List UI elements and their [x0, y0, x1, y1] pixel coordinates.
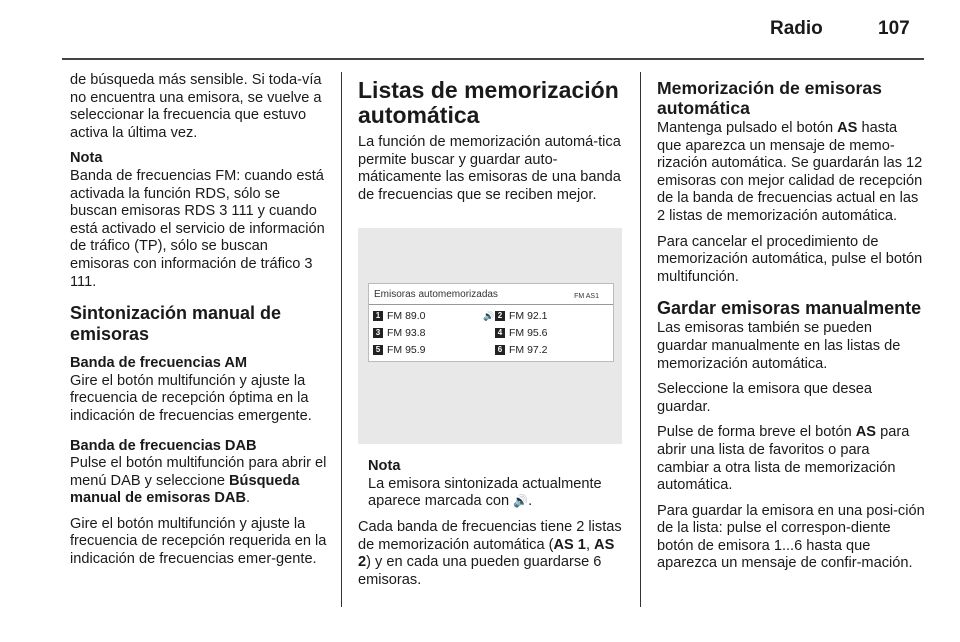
- column-3: [657, 78, 925, 581]
- note-label: Nota: [368, 458, 401, 474]
- paragraph: Gire el botón multifunción y ajuste la frecuencia de recepción requerida en la indicación de frecuencias emer-gente.: [70, 515, 327, 568]
- note-text: La emisora sintonizada actualmente aparece marcada con 🔊.: [368, 475, 602, 510]
- paragraph: de búsqueda más sensible. Si toda-vía no encuentra una emisora, se vuelve a seleccionar la frecuencia que estuvo activa la última vez.: [70, 72, 322, 141]
- radio-display-figure: [358, 228, 622, 444]
- page-ref-link[interactable]: 3 111: [70, 255, 313, 290]
- header-divider: [62, 58, 924, 60]
- subheading-dab: Banda de frecuencias DAB: [70, 437, 257, 454]
- speaker-icon: 🔊: [483, 310, 495, 321]
- preset-slot: 6 FM 97.2: [495, 343, 607, 357]
- paragraph: La función de memorización automá-tica permite buscar y guardar auto-máticamente las emisoras de una banda de frecuencias que se reciben mejor.: [358, 134, 621, 203]
- preset-slot: 4 FM 95.6: [495, 326, 607, 340]
- paragraph: Pulse el botón multifunción para abrir el menú DAB y seleccione Búsqueda manual de emisoras DAB.: [70, 455, 327, 507]
- section-heading: Sintonización manual de emisoras: [70, 303, 282, 345]
- paragraph: Gire el botón multifunción y ajuste la frecuencia de recepción óptima en la indicación de frecuencias emergente.: [70, 372, 312, 424]
- paragraph: Las emisoras también se pueden guardar manualmente en las listas de memorización automática.: [657, 320, 901, 372]
- preset-slot: 5 FM 95.9: [373, 343, 489, 357]
- speaker-icon: 🔊: [513, 494, 529, 509]
- paragraph: Para cancelar el procedimiento de memorización automática, pulse el botón multifunción.: [657, 233, 923, 285]
- paragraph: Mantenga pulsado el botón AS hasta que aparezca un mensaje de memo-rización automática. Se guardarán las 12 emisoras con mejor calidad de recepción de la banda de frecuencias actual en las 2 listas de memorización automática.: [657, 120, 923, 224]
- paragraph: Cada banda de frecuencias tiene 2 listas de memorización automática (AS 1, AS 2) y en cada una pueden guardarse 6 emisoras.: [358, 519, 622, 588]
- paragraph: Pulse de forma breve el botón AS para abrir una lista de favoritos o para cambiar a otra lista de memorización automática.: [657, 424, 910, 494]
- preset-list-screen: [368, 283, 614, 362]
- column-2: [358, 78, 626, 212]
- note-text: Banda de frecuencias FM: cuando está activada la función RDS, sólo se buscan emisoras RDS 3 111 y cuando está activado el servicio de información de tráfico (TP), sólo se buscan emisoras con información de tráfico 3 111.: [70, 167, 325, 290]
- screen-band-tag: FM AS1: [574, 293, 599, 300]
- preset-slot: 3 FM 93.8: [373, 326, 489, 340]
- preset-slot: 1 FM 89.0 🔊: [373, 309, 489, 323]
- page-number: 107: [878, 18, 910, 39]
- section-heading: Listas de memorización automática: [358, 77, 619, 128]
- screen-title: Emisoras automemorizadas: [374, 289, 498, 300]
- paragraph: Seleccione la emisora que desea guardar.: [657, 381, 872, 415]
- subheading-am: Banda de frecuencias AM: [70, 355, 248, 372]
- paragraph: Para guardar la emisora en una posi-ción de la lista: pulse el correspon-diente botón de emisora 1...6 hasta que aparezca un mensaje de confir-mación.: [657, 502, 925, 572]
- page-ref-link[interactable]: 3 111: [219, 203, 254, 220]
- section-heading: Gardar emisoras manualmente: [657, 298, 922, 319]
- section-heading: Memorización de emisoras automática: [657, 78, 882, 118]
- figure-note: [368, 458, 626, 511]
- page-section-title: Radio: [770, 18, 823, 39]
- column-1: [70, 72, 328, 577]
- column-divider-1: [341, 72, 342, 607]
- preset-slot: 2 FM 92.1: [495, 309, 607, 323]
- column-divider-2: [640, 72, 641, 607]
- note-label: Nota: [70, 150, 103, 167]
- screen-divider: [369, 304, 613, 305]
- column-2-lower: [358, 519, 626, 597]
